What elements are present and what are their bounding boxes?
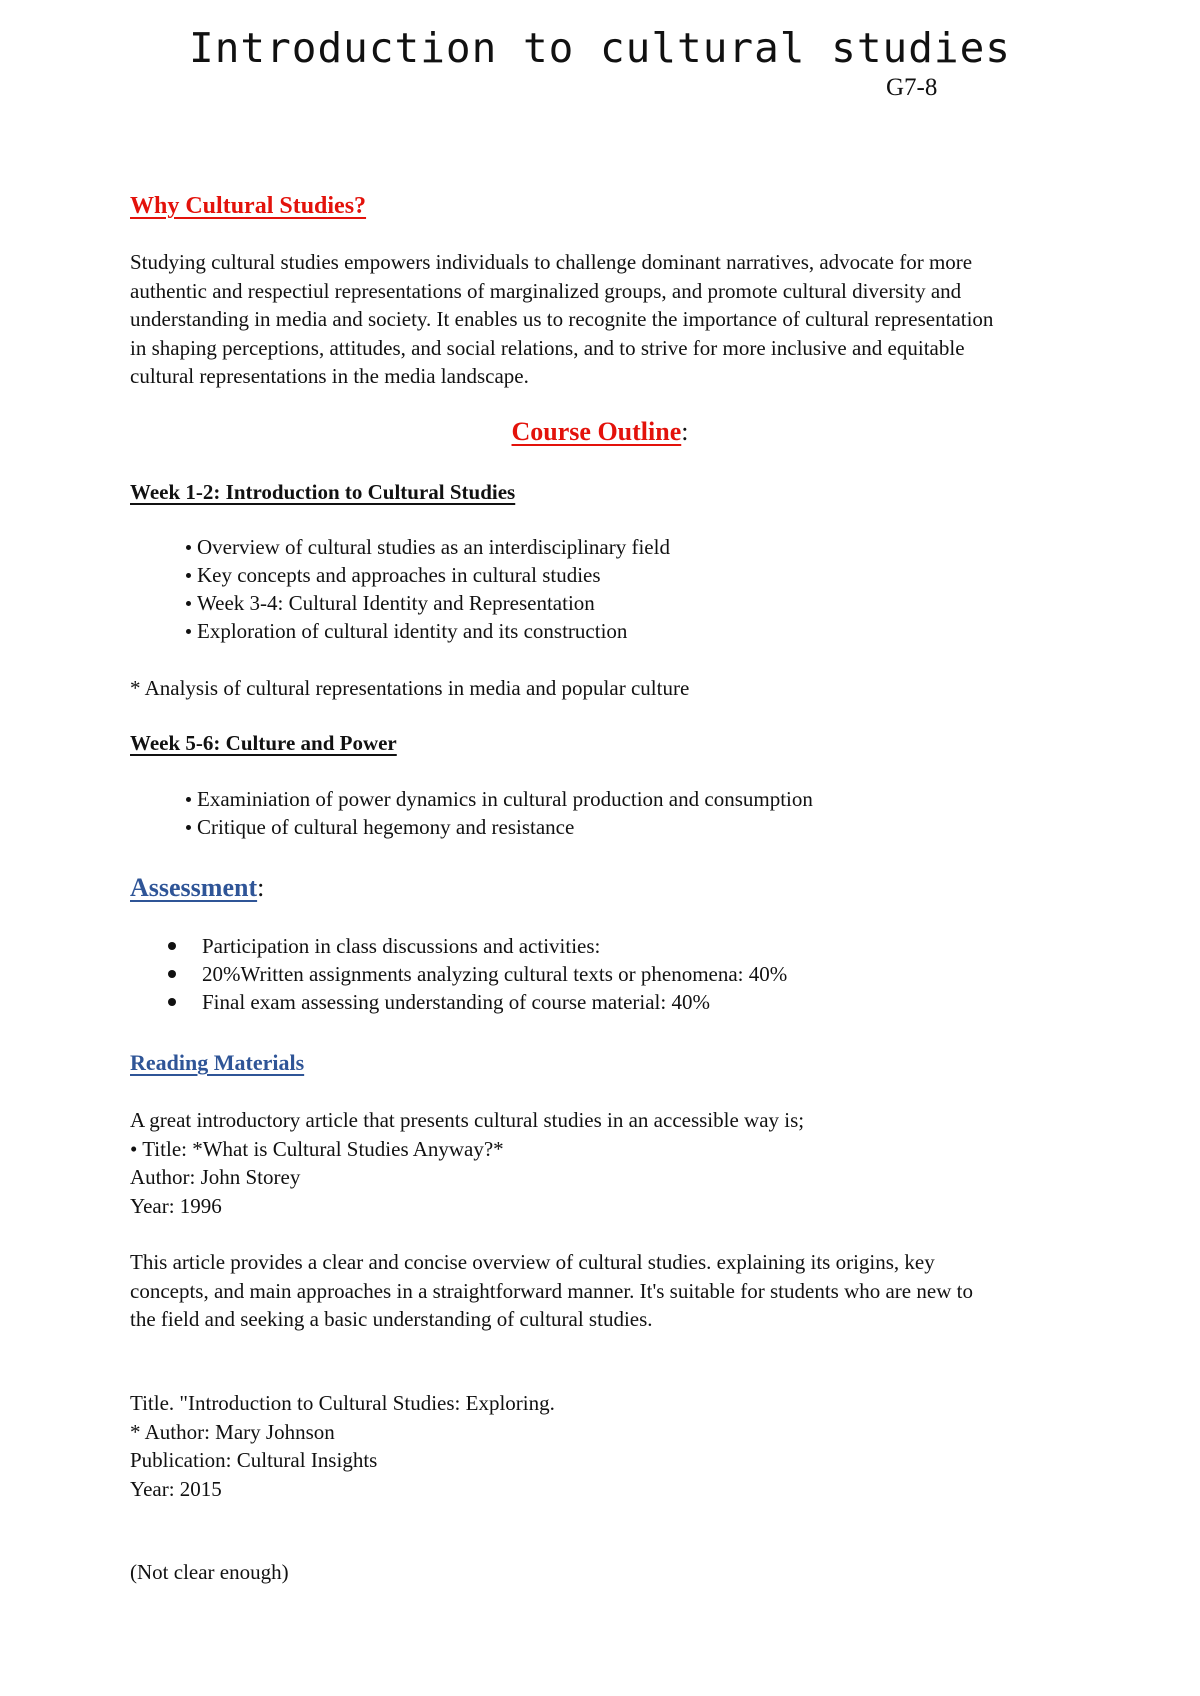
why-heading	[130, 193, 366, 220]
list-item: 20%Written assignments analyzing cultural texts or phenomena: 40%	[202, 960, 787, 988]
list-item: Examiniation of power dynamics in cultural production and consumption	[186, 785, 813, 813]
week-1-2-note: * Analysis of cultural representations in media and popular culture	[130, 676, 690, 700]
reading-intro: A great introductory article that presents cultural studies in an accessible way is;	[130, 1108, 805, 1132]
list-item: Exploration of cultural identity and its construction	[186, 617, 670, 645]
bullet-icon	[186, 825, 191, 830]
reference-line: • Title: *What is Cultural Studies Anyway?*	[130, 1136, 504, 1161]
list-item: Final exam assessing understanding of course material: 40%	[202, 988, 787, 1016]
list-item: Overview of cultural studies as an interdisciplinary field	[186, 533, 670, 561]
description-line: This article provides a clear and concise overview of cultural studies. explaining its origins, key	[130, 1250, 935, 1274]
bullet-icon	[186, 573, 191, 578]
assessment-colon: :	[257, 873, 265, 902]
reading-intro-block	[130, 1106, 1130, 1220]
why-line: authentic and respectiul representations of marginalized groups, and promote cultural diversity and	[130, 278, 962, 303]
reference-line: Year: 1996	[130, 1193, 222, 1218]
assessment-heading	[130, 873, 264, 903]
why-line: Studying cultural studies empowers individuals to challenge dominant narratives, advocate for more	[130, 250, 973, 274]
why-heading-text: Why Cultural Studies?	[130, 193, 367, 219]
list-item: Participation in class discussions and activities:	[202, 932, 787, 960]
course-outline-colon: :	[681, 417, 689, 446]
bullet-icon	[186, 629, 191, 634]
bullet-icon	[168, 942, 176, 950]
reference-line: Title. "Introduction to Cultural Studies: Exploring.	[130, 1391, 555, 1415]
reference-line: Publication: Cultural Insights	[130, 1448, 378, 1472]
course-outline-heading-text: Course Outline	[511, 417, 682, 446]
assessment-heading-text: Assessment	[130, 873, 258, 902]
why-line: understanding in media and society. It enables us to recognite the importance of cultural representation	[130, 307, 994, 331]
reference-line: Author: John Storey	[130, 1165, 301, 1189]
list-item: Critique of cultural hegemony and resistance	[186, 813, 813, 841]
assessment-list	[202, 932, 787, 1016]
why-line: cultural representations in the media landscape.	[130, 364, 529, 388]
description-line: concepts, and main approaches in a straightforward manner. It's suitable for students who are new to	[130, 1278, 973, 1303]
document-title: Introduction to cultural studies	[189, 24, 1011, 72]
week-1-2-list	[186, 533, 670, 645]
week-1-2-heading: Week 1-2: Introduction to Cultural Studies	[130, 480, 516, 504]
description-line: the field and seeking a basic understanding of cultural studies.	[130, 1307, 653, 1331]
reading-heading	[130, 1050, 304, 1076]
reading-description	[130, 1248, 1130, 1334]
course-outline-heading	[0, 417, 1200, 447]
list-item: Week 3-4: Cultural Identity and Representation	[186, 589, 670, 617]
bullet-icon	[168, 970, 176, 978]
grade-level: G7-8	[886, 74, 938, 101]
reading-heading-text: Reading Materials	[130, 1050, 305, 1075]
why-line: in shaping perceptions, attitudes, and social relations, and to strive for more inclusive and equitable	[130, 335, 965, 360]
reference-line: Year: 2015	[130, 1476, 222, 1501]
bullet-icon	[186, 601, 191, 606]
why-paragraph	[130, 248, 1130, 391]
reading-reference-2	[130, 1389, 1130, 1503]
bullet-icon	[186, 545, 191, 550]
week-5-6-list	[186, 785, 813, 841]
bullet-icon	[186, 797, 191, 802]
closing-note: (Not clear enough)	[130, 1560, 289, 1584]
bullet-icon	[168, 998, 176, 1006]
reference-line: * Author: Mary Johnson	[130, 1419, 335, 1444]
week-5-6-heading: Week 5-6: Culture and Power	[130, 731, 397, 755]
list-item: Key concepts and approaches in cultural studies	[186, 561, 670, 589]
